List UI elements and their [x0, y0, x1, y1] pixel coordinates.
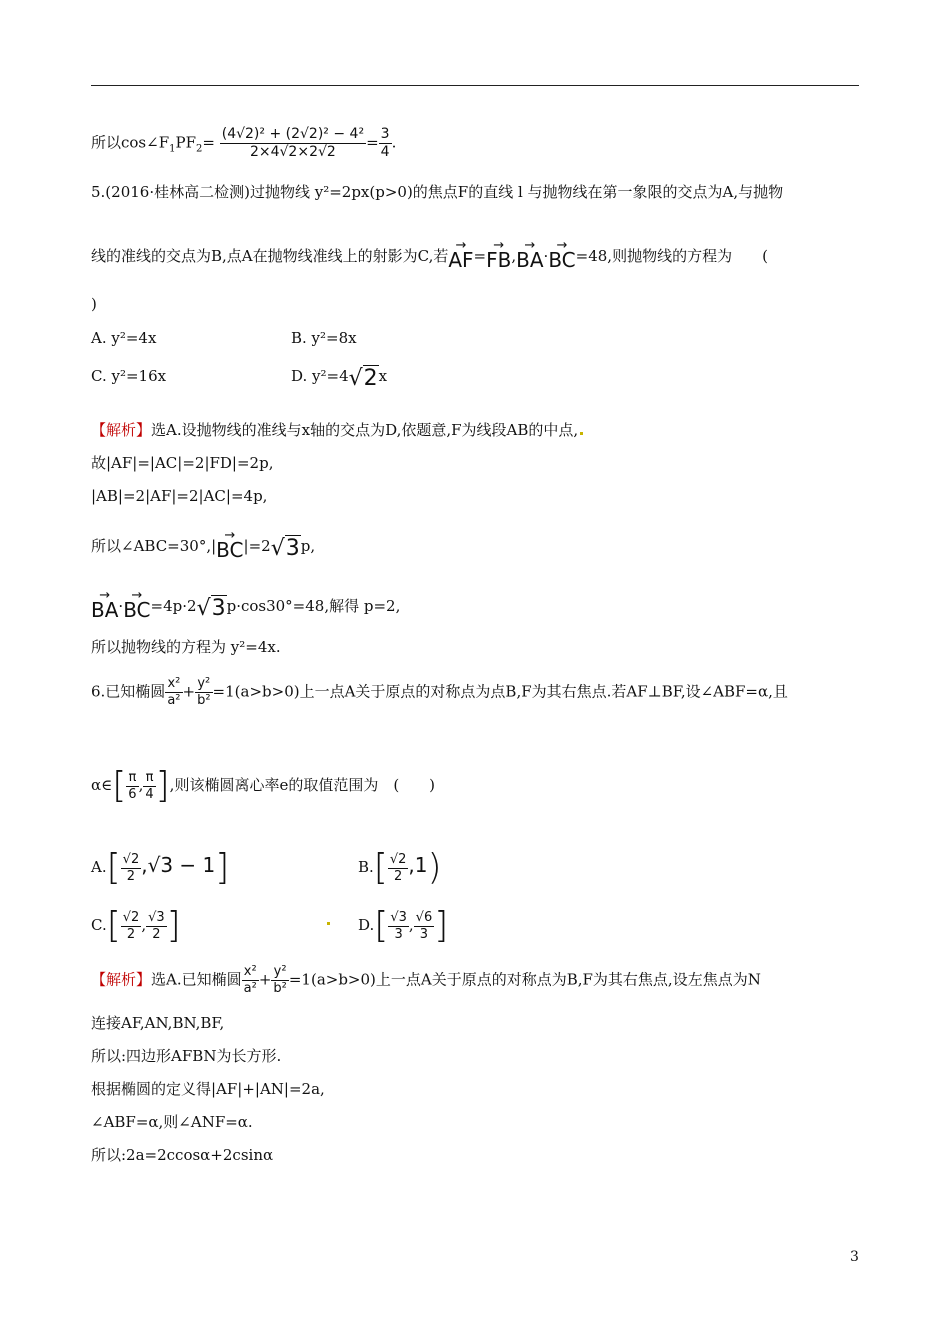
sqrt-radicand: 2: [363, 366, 378, 391]
q5-line-2-end: =48,则抛物线的方程为 (: [575, 247, 768, 265]
cos-prefix: 所以cos∠F: [91, 133, 170, 152]
q5-option-d: [291, 366, 387, 389]
sqrt2-over-2: [121, 852, 142, 885]
frac-num: √2: [122, 909, 140, 925]
page-number: 3: [850, 1249, 859, 1265]
left-bracket: [: [106, 847, 121, 888]
comma: ,: [408, 916, 414, 934]
sqrt6-over-3: [414, 910, 435, 943]
equals-sign-2: =: [366, 133, 379, 152]
q5-option-c: C. y²=16x: [91, 367, 167, 385]
q6-option-a: [91, 847, 230, 888]
frac-den: a²: [167, 693, 181, 708]
sol6-line-1: [91, 964, 761, 997]
option-label: D.: [358, 916, 375, 934]
q5-line-2-text: 线的准线的交点为B,点A在抛物线准线上的射影为C,若: [91, 247, 449, 265]
frac-den: 3: [414, 926, 435, 943]
result-denominator: 4: [380, 144, 390, 160]
period: .: [391, 133, 397, 152]
dot-operator: ·: [543, 247, 549, 265]
frac-den: 2: [121, 926, 142, 943]
analysis-tag: 【解析】: [91, 421, 152, 439]
x2-over-a2: [242, 964, 259, 997]
plus: +: [182, 682, 196, 701]
sol5-text-5a: =4p·2: [150, 597, 197, 615]
comma: ,: [141, 916, 147, 934]
frac-den: b²: [197, 693, 211, 708]
q6-line-1: [91, 676, 788, 709]
q6-option-b: [358, 847, 442, 888]
cos-formula-line: [91, 126, 396, 161]
sqrt-symbol: √2: [348, 366, 378, 391]
sol5-text-5b: p·cos30°=48,解得 p=2,: [226, 597, 401, 615]
result-numerator: 3: [380, 126, 390, 142]
plus: +: [258, 970, 272, 989]
sqrt-radicand: 3: [285, 536, 300, 561]
left-bracket: [: [373, 847, 388, 888]
q5-line-3: ): [91, 295, 97, 313]
sol5-text-4c: p,: [300, 537, 316, 555]
sol6-line-4: 根据椭圆的定义得|AF|+|AN|=2a,: [91, 1080, 325, 1098]
y2-over-b2: [271, 964, 288, 997]
vector-bc: → BC: [548, 240, 575, 270]
right-bracket: ]: [155, 765, 170, 806]
right-bracket: ]: [215, 847, 230, 888]
frac-num: x²: [167, 676, 181, 691]
vector-fb: → FB: [486, 240, 511, 270]
frac-den: b²: [273, 981, 287, 996]
left-bracket: [: [106, 905, 121, 946]
option-label: A.: [91, 858, 107, 876]
sol6-line-3: 所以:四边形AFBN为长方形.: [91, 1047, 282, 1065]
q6-text-1a: 6.已知椭圆: [91, 682, 166, 701]
sol5-text-4b: |=2: [243, 537, 271, 555]
dot-operator: ·: [118, 597, 124, 615]
frac-num: √3: [148, 909, 165, 925]
q6-text-1b: =1(a>b>0)上一点A关于原点的对称点为点B,F为其右焦点.若AF⊥BF,设∠ABF=α,且: [212, 682, 788, 701]
option-a-rest: ,√3 − 1: [141, 853, 216, 877]
option-label: B.: [358, 858, 374, 876]
cos-numerator: (4√2)² + (2√2)² − 4²: [221, 126, 365, 142]
right-bracket: ]: [434, 905, 449, 946]
vector-af: → AF: [448, 240, 473, 270]
frac-num: π: [128, 769, 137, 785]
sol5-text-4a: 所以∠ABC=30°,|: [91, 537, 217, 555]
frac-num: π: [145, 769, 154, 785]
vector-ba: → BA: [91, 590, 118, 620]
right-bracket: ]: [166, 905, 181, 946]
pi-over-6: [126, 770, 138, 803]
frac-num: √3: [390, 909, 407, 925]
frac-num: y²: [197, 676, 211, 691]
sol6-line-2: 连接AF,AN,BN,BF,: [91, 1014, 225, 1032]
sol5-line-6: 所以抛物线的方程为 y²=4x.: [91, 638, 281, 656]
sub-1: 1: [169, 143, 176, 155]
option-b-rest: ,1: [408, 853, 428, 877]
frac-den: 3: [388, 926, 409, 943]
equals: =: [473, 247, 487, 265]
frac-num: √2: [389, 851, 407, 867]
left-bracket: [: [112, 765, 127, 806]
frac-den: 2: [146, 926, 167, 943]
sol6-text-1b: =1(a>b>0)上一点A关于原点的对称点为B,F为其右焦点,设左焦点为N: [288, 970, 761, 989]
analysis-tag: 【解析】: [91, 970, 152, 989]
cos-mid: PF: [175, 133, 196, 152]
option-d-x: x: [378, 367, 388, 385]
vector-bc: → BC: [216, 530, 243, 560]
frac-num: y²: [273, 964, 287, 979]
result-fraction: [379, 126, 392, 161]
sqrt-symbol: √3: [196, 596, 226, 621]
sol5-line-1: [91, 420, 583, 440]
q5-line-2: [91, 240, 768, 270]
sol5-line-5: [91, 590, 400, 620]
frac-den: 2: [388, 868, 409, 885]
cos-fraction: [220, 126, 366, 161]
vector-bc: → BC: [123, 590, 150, 620]
equals-sign: =: [202, 133, 215, 152]
q5-option-b: B. y²=8x: [291, 329, 357, 347]
sub-2: 2: [196, 143, 203, 155]
y2-over-b2: [195, 676, 212, 709]
left-bracket: [: [374, 905, 389, 946]
q6-option-c: [91, 905, 181, 946]
q6-alpha-in: α∈: [91, 776, 113, 794]
header-rule: [91, 85, 859, 86]
right-paren: ): [427, 847, 442, 888]
frac-den: 4: [145, 786, 154, 802]
mark-dot: [580, 432, 583, 435]
comma: ,: [138, 776, 144, 794]
sol5-line-2: 故|AF|=|AC|=2|FD|=2p,: [91, 454, 274, 472]
q6-text-2: ,则该椭圆离心率e的取值范围为 ( ): [169, 776, 436, 794]
sol6-text-1a: 选A.已知椭圆: [151, 970, 242, 989]
option-d-text: D. y²=4: [291, 367, 349, 385]
sol5-line-4: [91, 530, 315, 560]
sqrt2-over-2: [388, 852, 409, 885]
frac-num: x²: [243, 964, 257, 979]
sqrt3-over-3: [388, 910, 409, 943]
frac-den: 6: [128, 786, 137, 802]
frac-den: 2: [121, 868, 142, 885]
sqrt3-over-2: [146, 910, 167, 943]
comma: ,: [511, 247, 517, 265]
sqrt2-over-2: [121, 910, 142, 943]
frac-den: a²: [243, 981, 257, 996]
sol6-line-6: 所以:2a=2ccosα+2csinα: [91, 1146, 274, 1164]
sol6-line-5: ∠ABF=α,则∠ANF=α.: [91, 1113, 253, 1131]
cos-denominator: 2×4√2×2√2: [220, 143, 366, 161]
sol5-line-3: |AB|=2|AF|=2|AC|=4p,: [91, 487, 268, 505]
q6-option-d: [358, 905, 449, 946]
q5-line-1: 5.(2016·桂林高二检测)过抛物线 y²=2px(p>0)的焦点F的直线 l 与抛物线在第一象限的交点为A,与抛物: [91, 183, 784, 201]
q6-line-2: [91, 765, 436, 806]
sqrt-symbol: √3: [270, 536, 300, 561]
option-label: C.: [91, 916, 107, 934]
q5-option-a: A. y²=4x: [91, 329, 157, 347]
x2-over-a2: [165, 676, 182, 709]
frac-num: √2: [122, 851, 140, 867]
sol5-text-1: 选A.设抛物线的准线与x轴的交点为D,依题意,F为线段AB的中点,: [151, 421, 579, 439]
sqrt-radicand: 3: [211, 596, 226, 621]
pi-over-4: [143, 770, 155, 803]
mark-dot: [327, 922, 330, 925]
vector-ba: → BA: [516, 240, 543, 270]
frac-num: √6: [415, 909, 433, 925]
